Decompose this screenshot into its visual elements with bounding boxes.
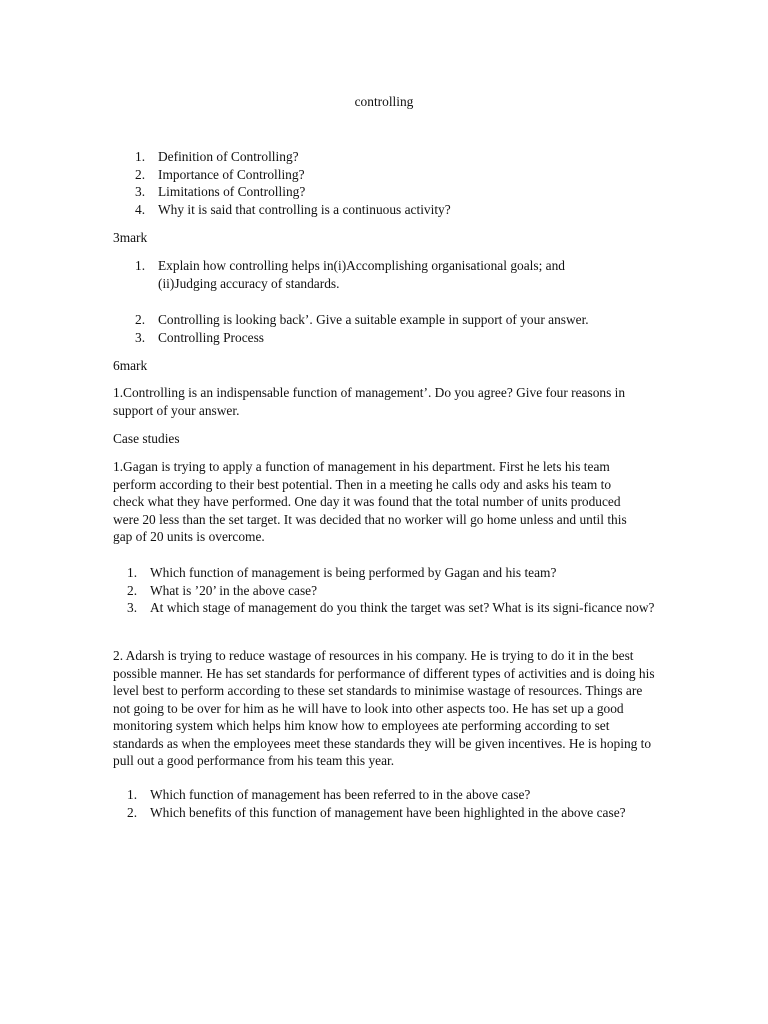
list-item: 3. At which stage of management do you think the target was set? What is its signi-ficance now? (127, 600, 655, 615)
list-item: 1. Which function of management has been referred to in the above case? (127, 787, 531, 802)
list-item: 2. Which benefits of this function of management have been highlighted in the above case? (127, 804, 626, 820)
list-item: 1. Definition of Controlling? (135, 149, 299, 164)
list-item: 2. Importance of Controlling? (135, 166, 305, 182)
list-item: 4. Why it is said that controlling is a continuous activity? (135, 201, 451, 217)
question-list-2 (113, 257, 613, 292)
case-study-1: 1.Gagan is trying to apply a function of management in his department. First he lets his team perform according to their best potential. Then in a meeting he calls ody and asks his team to check what they have performed. One day it was found that the total number of units produced were 20 less than the set target. It was decided that no worker will go home unless and until this gap of 20 units is overcome. (113, 459, 627, 544)
list-item: 3. Limitations of Controlling? (135, 184, 306, 199)
question-list-2-cont (113, 311, 658, 346)
heading-6mark: 6mark (113, 358, 148, 373)
list-item: 2. What is ’20’ in the above case? (127, 582, 318, 598)
list-item: 1. Explain how controlling helps in(i)Accomplishing organisational goals; and (ii)Judging accuracy of standards. (135, 258, 565, 291)
case-study-2-questions (113, 786, 673, 821)
list-item: 3. Controlling Process (135, 329, 265, 345)
heading-3mark: 3mark (113, 230, 148, 245)
question-list-1 (113, 148, 658, 218)
list-item: 1. Which function of management is being performed by Gagan and his team? (127, 565, 557, 580)
list-item: 2. Controlling is looking back’. Give a suitable example in support of your answer. (135, 312, 589, 327)
question-6mark: 1.Controlling is an indispensable function of management’. Do you agree? Give four reasons in support of your answer. (113, 385, 626, 418)
page-title: controlling (354, 94, 414, 109)
case-study-2: 2. Adarsh is trying to reduce wastage of resources in his company. He is trying to do it in the best possible manner. He has set standards for performance of different types of activities and is doing his level best to perform according to these set standards to minimise wastage of resources. Things are not going to be over for him as he will have to look into other aspects too. He has set up a good monitoring system which helps him know how to employees ate performing according to set standards as when the employees meet these standards they will be given incentives. He is hoping to pull out a good performance from his team this year. (113, 648, 655, 768)
case-study-1-questions (113, 564, 658, 617)
heading-case-studies: Case studies (113, 431, 180, 446)
